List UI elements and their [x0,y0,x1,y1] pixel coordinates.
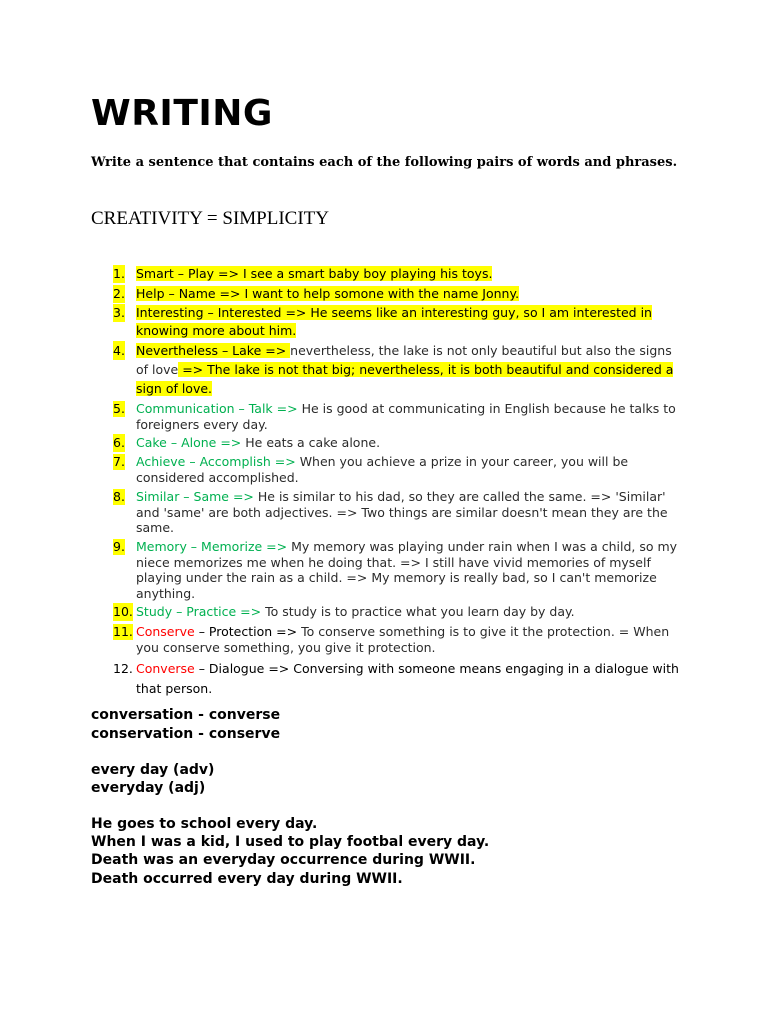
word-pair: Study – Practice => [136,604,266,619]
example-sentence: I want to help somone with the name Jonny. [244,286,520,301]
list-item [91,488,681,538]
example-sentence: To conserve something is to give it the protection. = When [301,624,670,639]
example-sentence-cont: playing under the rain as a child. => My memory is really bad, so I can't memorize [136,570,657,585]
item-number: 4. [113,343,125,358]
item-number: 6. [113,435,125,450]
list-item [91,285,681,304]
example-sentence: My memory was playing under rain when I was a child, so my [291,539,678,554]
example-sentence: He seems like an interesting guy, so I am interested in [310,305,652,320]
note-line: conversation - converse [91,707,281,723]
example-sentence: He eats a cake alone. [245,435,381,450]
example-sentence-cont: that person. [136,681,213,696]
example-sentence-cont: of love [136,362,179,377]
example-line: When I was a kid, I used to play footbal every day. [91,834,490,850]
example-sentence: When you achieve a prize in your career, you will be [299,454,629,469]
list-item [91,538,681,603]
list-item [91,622,681,659]
note-line: everyday (adj) [91,780,206,796]
list-item [91,265,681,285]
example-sentence-cont: => The lake is not that big; nevertheless, it is both beautiful and considered a [178,362,674,377]
word-pair: Similar – Same => [136,489,258,504]
list-item [91,453,681,488]
item-number: 9. [113,539,125,554]
example-sentence-cont: niece memorizes me when he doing that. => I still have vivid memories of myself [136,554,651,570]
list-item [91,304,681,341]
item-number: 7. [113,454,125,469]
item-number: 2. [113,286,125,301]
word-pair: Help – Name => [136,286,245,301]
word-pair: – Dialogue => Conversing with someone means engaging in a dialogue with [194,661,679,676]
word-converse: Converse [136,661,195,676]
item-number: 12. [113,661,133,676]
example-line: Death was an everyday occurrence during WWII. [91,852,476,868]
note-line: every day (adv) [91,762,215,778]
page-title: WRITING [91,93,273,134]
example-sentence-cont: and 'same' are both adjectives. => Two things are similar doesn't mean they are the [136,504,668,520]
list-item [91,603,681,622]
example-line: He goes to school every day. [91,816,318,832]
example-sentence-cont: you conserve something, you give it protection. [136,639,436,655]
example-sentence-cont: knowing more about him. [136,323,297,338]
instruction-text: Write a sentence that contains each of the following pairs of words and phrases. [91,155,678,170]
word-pair: Achieve – Accomplish => [136,454,300,469]
word-pair: Cake – Alone => [136,435,246,450]
example-sentence: He is good at communicating in English because he talks to [301,401,676,416]
list-item [91,399,681,434]
item-number: 3. [113,305,125,320]
list-item [91,434,681,453]
subtitle: CREATIVITY = SIMPLICITY [91,208,330,229]
word-pair: – Protection => [194,624,302,639]
example-sentence-cont: anything. [136,585,196,601]
word-pair: Interesting – Interested => [136,305,311,320]
example-sentence: I see a smart baby boy playing his toys. [242,266,493,281]
item-number: 1. [113,266,125,281]
word-pair: Memory – Memorize => [136,539,292,554]
item-number: 11. [113,624,133,639]
example-sentence: He is similar to his dad, so they are called the same. => 'Similar' [257,489,666,504]
example-sentence: nevertheless, the lake is not only beautiful but also the signs [290,343,672,358]
example-sentence: To study is to practice what you learn day by day. [265,604,575,619]
word-pair: Nevertheless – Lake => [136,343,291,358]
item-number: 10. [113,604,133,619]
example-sentence-cont: same. [136,520,175,535]
list-item [91,341,681,399]
sentence-list [91,265,681,699]
example-sentence-cont: sign of love. [136,381,213,396]
word-pair: Communication – Talk => [136,401,302,416]
word-conserve: Conserve [136,624,195,639]
word-pair: Smart – Play => [136,266,243,281]
example-sentence-cont: considered accomplished. [136,469,299,485]
example-line: Death occurred every day during WWII. [91,871,403,887]
list-item [91,659,681,699]
example-sentence-cont: foreigners every day. [136,416,268,432]
note-line: conservation - conserve [91,726,281,742]
item-number: 5. [113,401,125,416]
item-number: 8. [113,489,125,504]
